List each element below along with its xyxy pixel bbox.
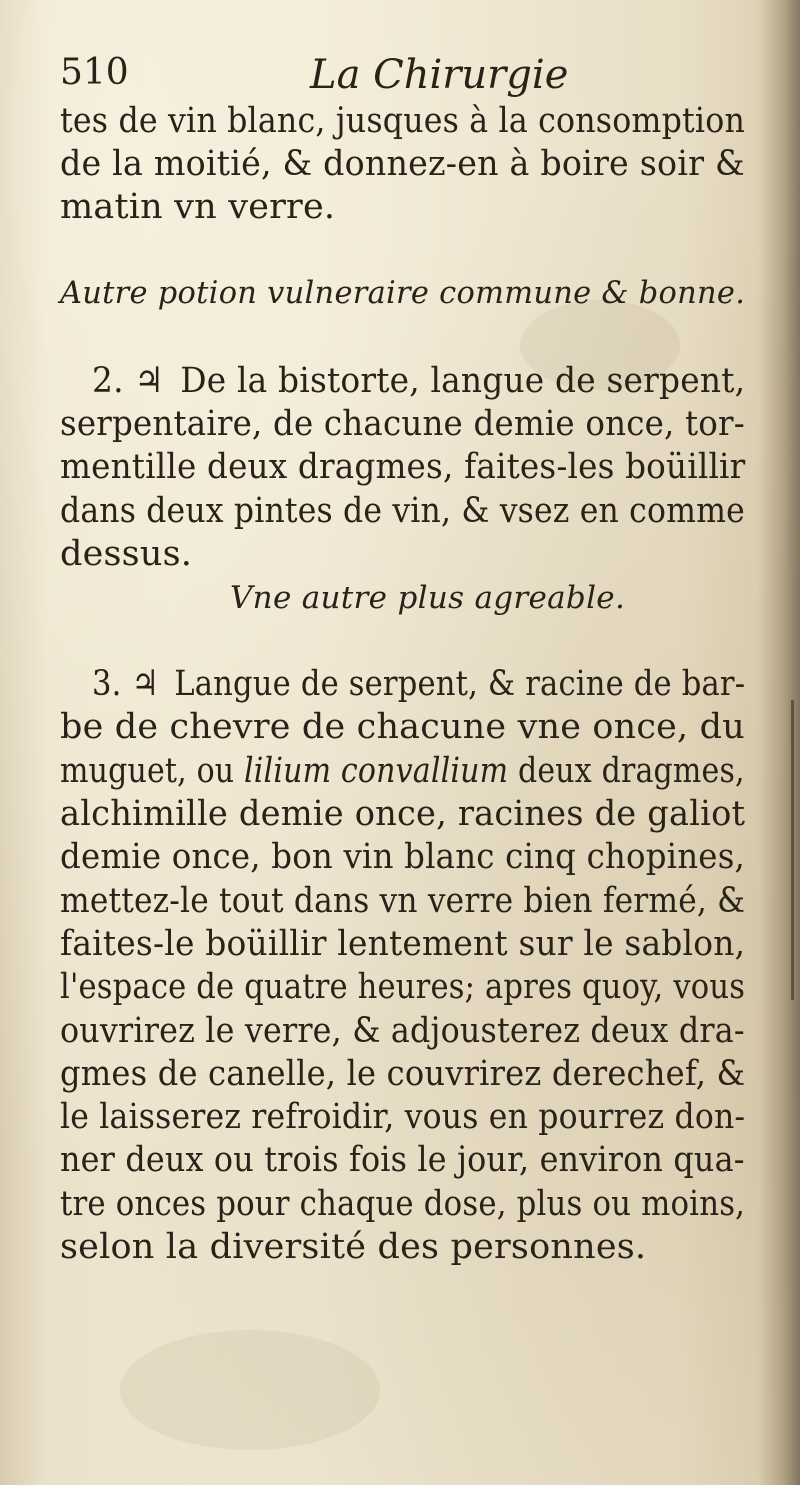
recipe-number: 3. — [92, 664, 122, 704]
text-line: matin vn verre. — [60, 187, 336, 227]
text-line: l'espace de quatre heures; apres quoy, vous — [60, 967, 746, 1007]
jupiter-symbol: ♃ — [134, 361, 164, 401]
text-line: dessus. — [60, 534, 193, 574]
latin-name: lilium convallium — [244, 751, 509, 791]
text-line: de la moitié, & donnez-en à boire soir & — [60, 144, 745, 184]
text-line: demie once, bon vin blanc cinq chopines, — [60, 837, 746, 877]
text-line: selon la diversité des personnes. — [60, 1227, 647, 1267]
text-line: mentille deux dragmes, faites-les boüillir — [60, 447, 746, 487]
recipe-number: 2. — [92, 361, 124, 401]
recipe-text: De la bistorte, langue de serpent, — [180, 361, 746, 401]
text-segment: muguet, ou — [60, 751, 245, 791]
running-title: La Chirurgie — [310, 52, 569, 98]
recipe-first-line — [92, 664, 746, 704]
page-edge — [791, 700, 794, 1000]
text-line: ner deux ou trois fois le jour, environ qua- — [60, 1140, 745, 1180]
text-line: tre onces pour chaque dose, plus ou moins, — [60, 1184, 746, 1224]
page-header — [60, 52, 700, 102]
text-segment: deux dragmes, — [508, 751, 745, 791]
text-line: tes de vin blanc, jusques à la consomption — [60, 101, 746, 141]
text-line — [60, 751, 745, 791]
text-line: serpentaire, de chacune demie once, tor- — [60, 404, 745, 444]
text-line: gmes de canelle, le couvrirez derechef, & — [60, 1054, 746, 1094]
jupiter-symbol: ♃ — [131, 664, 160, 704]
page-number: 510 — [60, 52, 129, 93]
text-line: dans deux pintes de vin, & vsez en comme — [60, 491, 745, 531]
text-line: be de chevre de chacune vne once, du — [60, 707, 745, 747]
recipe-first-line — [92, 361, 746, 401]
text-line: ouvrirez le verre, & adjousterez deux dra- — [60, 1011, 745, 1051]
text-line: mettez-le tout dans vn verre bien fermé, & — [60, 881, 746, 921]
text-line: alchimille demie once, racines de galiot — [60, 794, 746, 834]
paper-stain — [120, 1330, 380, 1450]
text-line: faites-le boüillir lentement sur le sablon, — [60, 924, 746, 964]
text-line: le laisserez refroidir, vous en pourrez don- — [60, 1097, 746, 1137]
recipe-text: Langue de serpent, & racine de bar- — [174, 664, 746, 704]
section-heading: Autre potion vulneraire commune & bonne. — [60, 275, 746, 311]
section-heading: Vne autre plus agreable. — [230, 580, 626, 616]
